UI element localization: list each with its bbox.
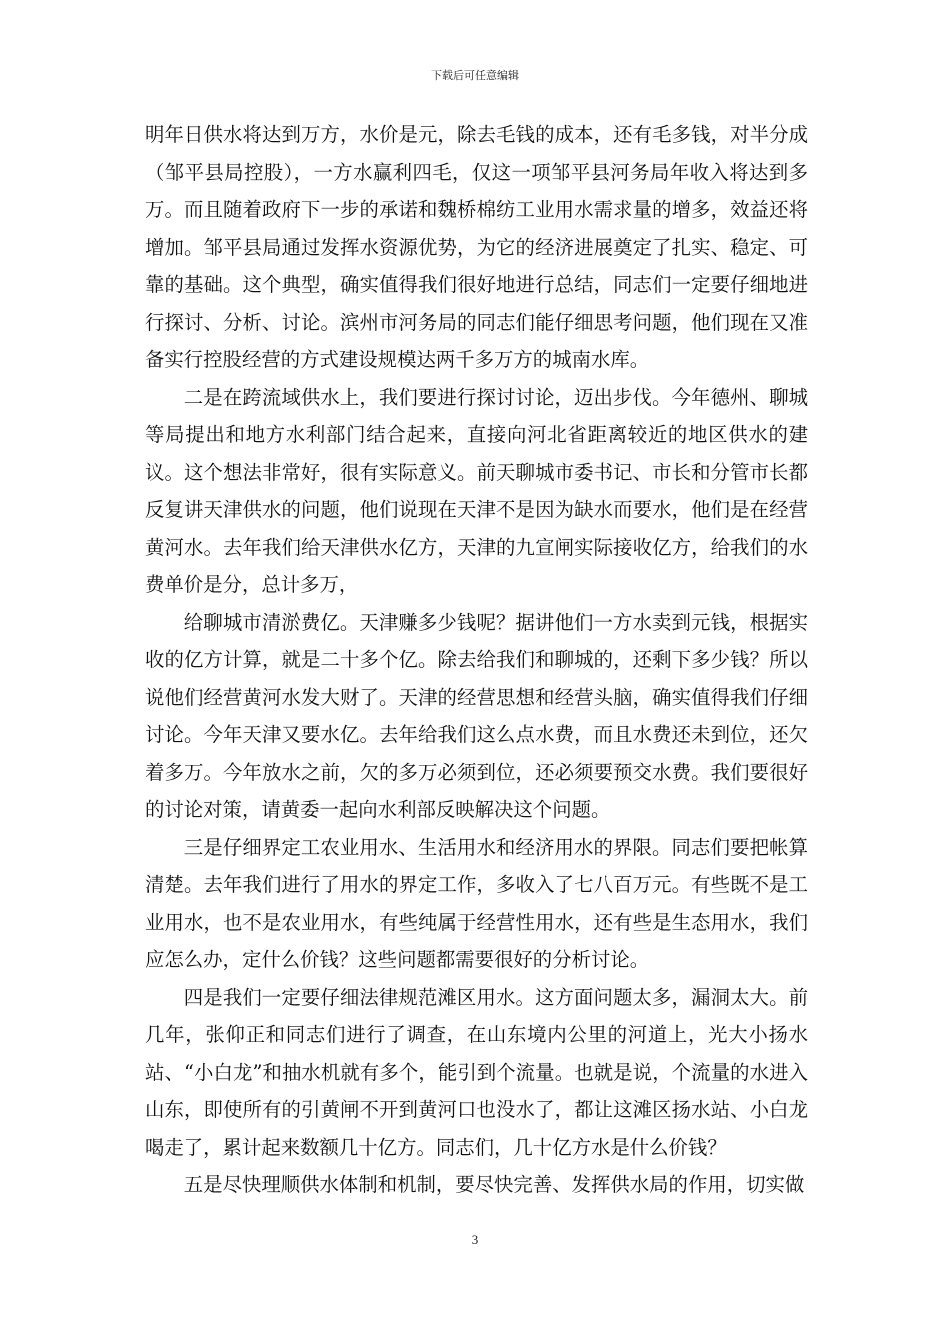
page-number: 3 — [471, 1232, 479, 1247]
paragraph: 四是我们一定要仔细法律规范滩区用水。这方面问题太多，漏洞太大。前几年，张仰正和同志们进行了调查，在山东境内公里的河道上，光大小扬水站、“小白龙”和抽水机就有多个，能引到个流量。也就是说，个流量的水进入山东，即使所有的引黄闸不开到黄河口也没水了，都让这滩区扬水站、小白龙喝走了，累计起来数额几十亿方。同志们，几十亿方水是什么价钱？ — [145, 985, 808, 1159]
paragraph: 五是尽快理顺供水体制和机制，要尽快完善、发挥供水局的作用，切实做 — [183, 1173, 805, 1196]
paragraph: 明年日供水将达到万方，水价是元，除去毛钱的成本，还有毛多钱，对半分成（邹平县局控股），一方水赢利四毛，仅这一项邹平县河务局年收入将达到多万。而且随着政府下一步的承诺和魏桥棉纺工业用水需求量的增多，效益还将增加。邹平县局通过发挥水资源优势，为它的经济进展奠定了扎实、稳定、可靠的基础。这个典型，确实值得我们很好地进行总结，同志们一定要仔细地进行探讨、分析、讨论。滨州市河务局的同志们能仔细思考问题，他们现在又准备实行控股经营的方式建设规模达两千多万方的城南水库。 — [145, 123, 808, 371]
page-header: 下载后可任意编辑 — [431, 69, 519, 82]
paragraph: 二是在跨流域供水上，我们要进行探讨讨论，迈出步伐。今年德州、聊城等局提出和地方水利部门结合起来，直接向河北省距离较近的地区供水的建议。这个想法非常好，很有实际意义。前天聊城市委书记、市长和分管市长都反复讲天津供水的问题，他们说现在天津不是因为缺水而要水，他们是在经营黄河水。去年我们给天津供水亿方，天津的九宣闸实际接收亿方，给我们的水费单价是分，总计多万， — [145, 385, 808, 596]
document-body — [145, 116, 808, 1204]
paragraph: 三是仔细界定工农业用水、生活用水和经济用水的界限。同志们要把帐算清楚。去年我们进行了用水的界定工作，多收入了七八百万元。有些既不是工业用水，也不是农业用水，有些纯属于经营性用水，还有些是生态用水，我们应怎么办，定什么价钱？这些问题都需要很好的分析讨论。 — [145, 835, 808, 971]
paragraph: 给聊城市清淤费亿。天津赚多少钱呢？据讲他们一方水卖到元钱，根据实收的亿方计算，就是二十多个亿。除去给我们和聊城的，还剩下多少钱？所以说他们经营黄河水发大财了。天津的经营思想和经营头脑，确实值得我们仔细讨论。今年天津又要水亿。去年给我们这么点水费，而且水费还未到位，还欠着多万。今年放水之前，欠的多万必须到位，还必须要预交水费。我们要很好的讨论对策，请黄委一起向水利部反映解决这个问题。 — [145, 610, 808, 821]
